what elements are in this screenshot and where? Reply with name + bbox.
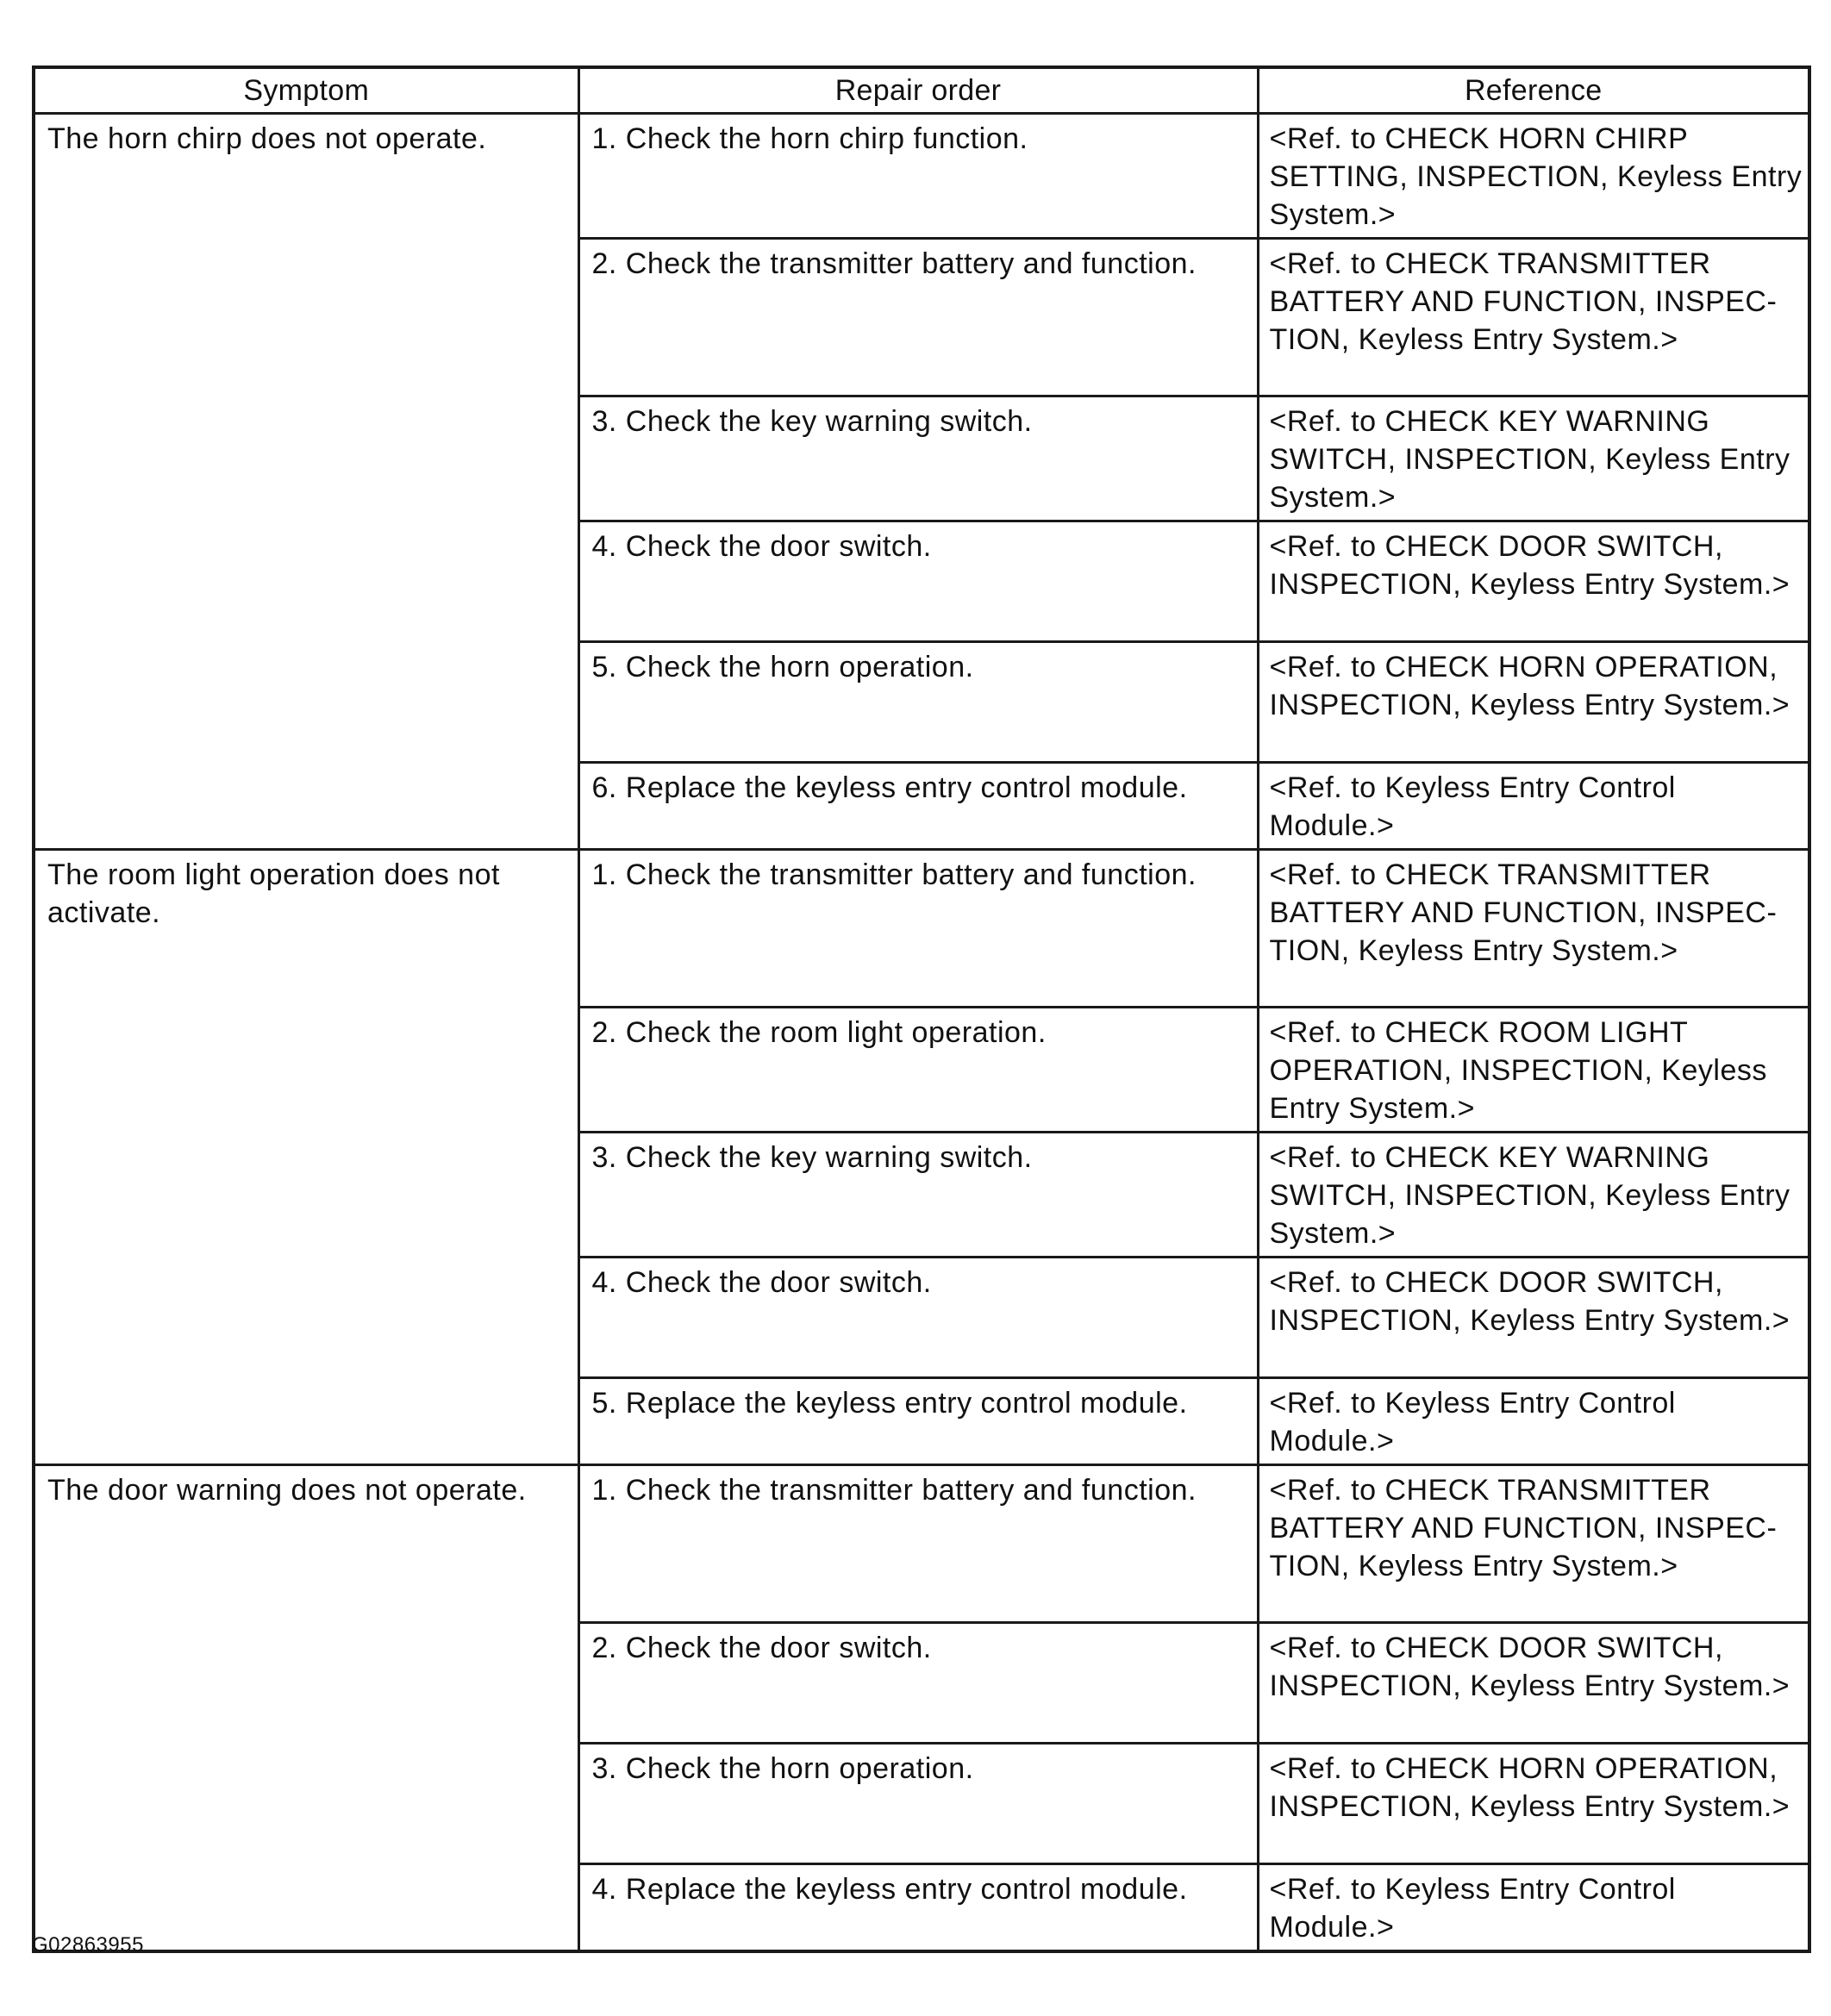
reference-cell: <Ref. to CHECK DOOR SWITCH, INSPECTION, Keyless Entry System.> (1258, 521, 1809, 642)
repair-step-cell: 2. Check the transmitter battery and function. (578, 239, 1258, 396)
repair-step-cell: 1. Check the transmitter battery and function. (578, 850, 1258, 1008)
reference-cell: <Ref. to CHECK TRANSMITTER BATTERY AND FUNCTION, INSPEC- TION, Keyless Entry System.> (1258, 239, 1809, 396)
reference-cell: <Ref. to CHECK HORN OPERATION, INSPECTION, Keyless Entry System.> (1258, 1744, 1809, 1864)
reference-cell: <Ref. to CHECK KEY WARNING SWITCH, INSPECTION, Keyless Entry System.> (1258, 396, 1809, 521)
table-row (34, 1465, 1809, 1623)
reference-cell: <Ref. to CHECK HORN OPERATION, INSPECTION, Keyless Entry System.> (1258, 642, 1809, 763)
reference-cell: <Ref. to CHECK DOOR SWITCH, INSPECTION, Keyless Entry System.> (1258, 1258, 1809, 1378)
table-body (34, 114, 1809, 1952)
repair-step-cell: 2. Check the room light operation. (578, 1008, 1258, 1133)
repair-step-cell: 5. Replace the keyless entry control module. (578, 1378, 1258, 1465)
header-reference: Reference (1258, 67, 1809, 114)
repair-step-cell: 5. Check the horn operation. (578, 642, 1258, 763)
reference-cell: <Ref. to CHECK TRANSMITTER BATTERY AND FUNCTION, INSPEC- TION, Keyless Entry System.> (1258, 850, 1809, 1008)
diagnosis-table (32, 66, 1811, 1953)
reference-cell: <Ref. to CHECK DOOR SWITCH, INSPECTION, Keyless Entry System.> (1258, 1623, 1809, 1744)
reference-cell: <Ref. to CHECK HORN CHIRP SETTING, INSPECTION, Keyless Entry System.> (1258, 114, 1809, 239)
symptom-cell: The horn chirp does not operate. (34, 114, 578, 850)
reference-cell: <Ref. to CHECK ROOM LIGHT OPERATION, INSPECTION, Keyless Entry System.> (1258, 1008, 1809, 1133)
reference-cell: <Ref. to Keyless Entry Control Module.> (1258, 1378, 1809, 1465)
table-row (34, 114, 1809, 239)
repair-step-cell: 4. Replace the keyless entry control module. (578, 1864, 1258, 1952)
header-symptom: Symptom (34, 67, 578, 114)
repair-step-cell: 6. Replace the keyless entry control module. (578, 763, 1258, 850)
repair-step-cell: 1. Check the horn chirp function. (578, 114, 1258, 239)
repair-step-cell: 1. Check the transmitter battery and function. (578, 1465, 1258, 1623)
reference-cell: <Ref. to Keyless Entry Control Module.> (1258, 763, 1809, 850)
repair-step-cell: 2. Check the door switch. (578, 1623, 1258, 1744)
reference-cell: <Ref. to Keyless Entry Control Module.> (1258, 1864, 1809, 1952)
header-row (34, 67, 1809, 114)
figure-id: G02863955 (32, 1933, 144, 1957)
repair-step-cell: 3. Check the key warning switch. (578, 396, 1258, 521)
symptom-cell: The door warning does not operate. (34, 1465, 578, 1952)
table-header (34, 67, 1809, 114)
reference-cell: <Ref. to CHECK KEY WARNING SWITCH, INSPECTION, Keyless Entry System.> (1258, 1133, 1809, 1258)
repair-step-cell: 4. Check the door switch. (578, 521, 1258, 642)
repair-step-cell: 3. Check the horn operation. (578, 1744, 1258, 1864)
symptom-cell: The room light operation does not activate. (34, 850, 578, 1465)
reference-cell: <Ref. to CHECK TRANSMITTER BATTERY AND FUNCTION, INSPEC- TION, Keyless Entry System.> (1258, 1465, 1809, 1623)
header-repair-order: Repair order (578, 67, 1258, 114)
repair-step-cell: 3. Check the key warning switch. (578, 1133, 1258, 1258)
table-row (34, 850, 1809, 1008)
repair-step-cell: 4. Check the door switch. (578, 1258, 1258, 1378)
